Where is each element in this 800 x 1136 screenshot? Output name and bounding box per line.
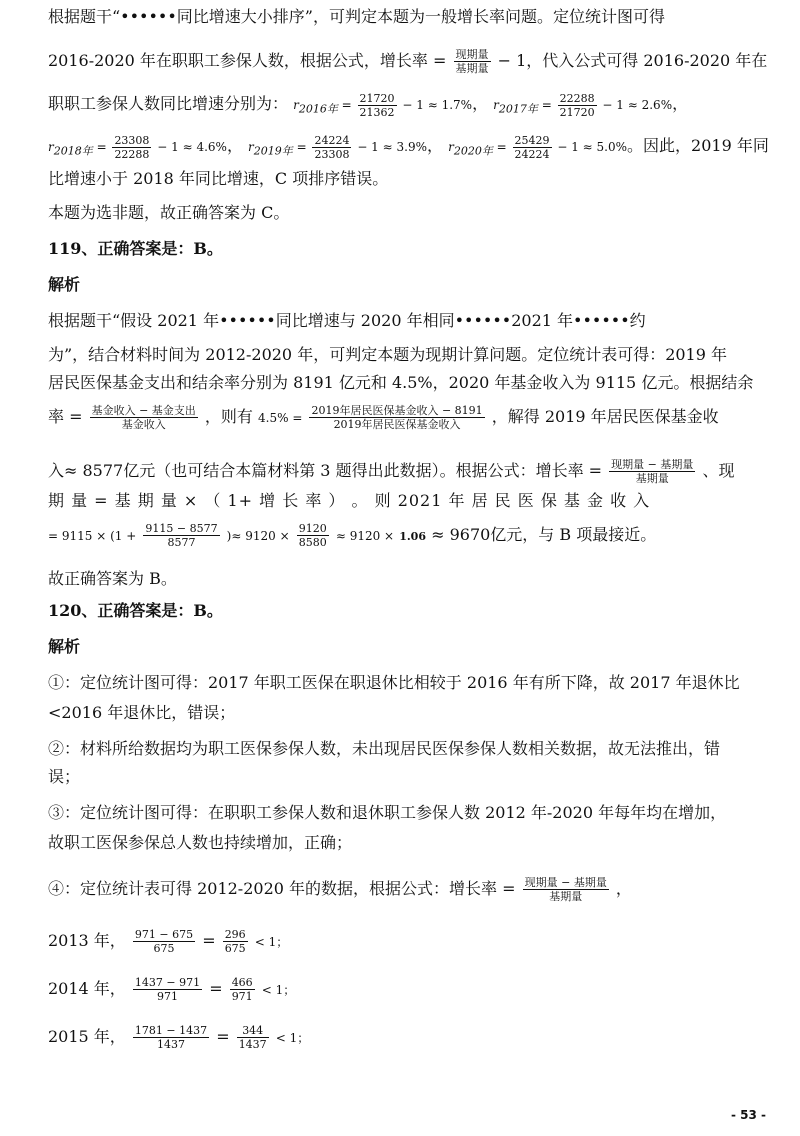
text: 4.5% = — [258, 411, 303, 425]
text-line — [48, 522, 764, 549]
text-line — [48, 568, 764, 590]
text-line — [48, 832, 764, 854]
text: 入≈ 8577亿元（也可结合本篇材料第 3 题得出此数据）。根据公式：增长率 — [48, 461, 584, 480]
text: 2015 年， — [48, 1027, 126, 1046]
text-line: 职职工参保人数同比增速分别为： $r_{2016年}$ = $\frac{21720}{21362}$ − 1 ≈ 1.7%， $r_{2017年}$ = $\frac{22288}{21720}$ − 1 ≈ 2.6%， — [48, 92, 689, 119]
text: ，则有 — [204, 407, 253, 426]
calc-line-2013: 2013 年， $\frac{971 - 675}{675}$ = $\frac{296}{675}$ < 1； — [48, 928, 289, 955]
text-line: 入≈ 8577亿元（也可结合本篇材料第 3 题得出此数据）。根据公式：增长率 = $\frac{\text{现期量 − 基期量}}{\text{基期量}}$ 、现 — [48, 458, 735, 485]
formula-2016: $r_{2016年}$ = $\frac{21720}{21362}$ − 1 ≈ 1.7% — [293, 92, 473, 119]
text-line — [48, 672, 764, 694]
fraction: $\frac{1781 - 1437}{1437}$ — [134, 1024, 208, 1051]
text-line — [48, 802, 764, 824]
fraction: $\frac{\text{现期量 − 基期量}}{\text{基期量}}$ — [611, 458, 694, 485]
fraction: $\frac{344}{1437}$ — [238, 1024, 267, 1051]
text: 1.06 — [399, 530, 426, 543]
calc-line-2015: 2015 年， $\frac{1781 - 1437}{1437}$ = $\frac{344}{1437}$ < 1； — [48, 1024, 310, 1051]
text: < 1； — [261, 983, 296, 997]
text: 根据题干“假设 2021 年••••••同比增速与 2020 年相同••••••2021 年••••••约 — [48, 311, 646, 330]
text: <2016 年退休比，错误； — [48, 703, 236, 722]
fraction: $\frac{\text{现期量 − 基期量}}{\text{基期量}}$ — [524, 876, 607, 903]
text: 为”，结合材料时间为 2012-2020 年，可判定本题为现期计算问题。定位统计表可得：2019 年 — [48, 345, 728, 364]
fraction: $\frac{971 - 675}{675}$ — [134, 928, 194, 955]
text-line — [48, 6, 764, 28]
text: 、现 — [702, 461, 735, 480]
text: 2014 年， — [48, 979, 126, 998]
text-line — [48, 702, 764, 724]
text: ， — [615, 879, 632, 898]
calc-line-2014: 2014 年， $\frac{1437 - 971}{971}$ = $\frac{466}{971}$ < 1； — [48, 976, 296, 1003]
fraction: $\frac{9115 - 8577}{8577}$ — [145, 522, 218, 549]
text: 根据题干“••••••同比增速大小排序”，可判定本题为一般增长率问题。定位统计图可得 — [48, 7, 665, 26]
analysis-heading: 解析 — [48, 275, 81, 294]
text: ≈ 9120 × — [335, 529, 395, 543]
text: 2013 年， — [48, 931, 126, 950]
fraction: $\frac{296}{675}$ — [224, 928, 246, 955]
text: ≈ 9670亿元，与 B 项最接近。 — [431, 525, 657, 544]
text-line — [48, 344, 764, 366]
text-line — [48, 310, 764, 332]
text: 。因此，2019 年同 — [627, 136, 769, 155]
text: < 1； — [254, 935, 289, 949]
text: 期 量 = 基 期 量 × （ 1+ 增 长 率 ） 。 则 2021 年 居 民 医 保 基 金 收 入 — [48, 491, 651, 510]
text: 居民医保基金支出和结余率分别为 8191 亿元和 4.5%，2020 年基金收入为 9115 亿元。根据结余 — [48, 373, 754, 392]
text: 故职工医保参保总人数也持续增加，正确； — [48, 833, 353, 852]
fraction: $\frac{1437 - 971}{971}$ — [134, 976, 201, 1003]
text: < 1； — [275, 1031, 310, 1045]
text: 故正确答案为 B。 — [48, 569, 177, 588]
text-line — [48, 766, 764, 788]
text: ④：定位统计表可得 2012-2020 年的数据，根据公式：增长率 — [48, 879, 498, 898]
formula-2020: $r_{2020年}$ = $\frac{25429}{24224}$ − 1 ≈ 5.0% — [448, 134, 628, 161]
page-number: - 53 - — [730, 1108, 766, 1122]
analysis-heading: 解析 — [48, 637, 81, 656]
text: = 9115 × (1 + — [48, 529, 137, 543]
fraction: $\frac{\text{现期量}}{\text{基期量}}$ — [455, 48, 489, 75]
text: 本题为选非题，故正确答案为 C。 — [48, 203, 290, 222]
fraction: $\frac{\text{2019年居民医保基金收入 − 8191}}{\text{2019年居民医保基金收入}}$ — [311, 404, 483, 431]
text-line — [48, 372, 764, 394]
text-line: $r_{2018年}$ = $\frac{23308}{22288}$ − 1 ≈ 4.6%， $r_{2019年}$ = $\frac{24224}{23308}$ − 1 ≈ 3.9%， $r_{2020年}$ = $\frac{25429}{24224}$ − 1 ≈ 5.0%。因此，2019 年同 — [48, 134, 769, 161]
formula-2019: $r_{2019年}$ = $\frac{24224}{23308}$ − 1 ≈ 3.9% — [248, 134, 427, 161]
answer-heading-120: 120、正确答案是：B。 — [48, 601, 223, 620]
answer-heading-119: 119、正确答案是：B。 — [48, 239, 223, 258]
formula-2017: $r_{2017年}$ = $\frac{22288}{21720}$ − 1 ≈ 2.6% — [493, 92, 673, 119]
text-line — [48, 202, 764, 224]
text-line — [48, 168, 764, 190]
text: 2016-2020 年在职职工参保人数，根据公式，增长率 — [48, 51, 428, 70]
text-line: 率 = $\frac{\text{基金收入 − 基金支出}}{\text{基金收入}}$ ，则有 4.5% = $\frac{\text{2019年居民医保基金收入 − 8191}}{\text{2019年居民医保基金收入}}$ ，解得 2019 年居民医保基金收 — [48, 404, 719, 431]
text: ①：定位统计图可得：2017 年职工医保在职退休比相较于 2016 年有所下降，故 2017 年退休比 — [48, 673, 740, 692]
text: 比增速小于 2018 年同比增速，C 项排序错误。 — [48, 169, 389, 188]
text: ③：定位统计图可得：在职职工参保人数和退休职工参保人数 2012 年-2020 年每年均在增加， — [48, 803, 727, 822]
text: ，解得 2019 年居民医保基金收 — [491, 407, 719, 426]
text: 误； — [48, 767, 81, 786]
text: 职职工参保人数同比增速分别为： — [48, 94, 289, 113]
text-line — [48, 490, 764, 512]
text: − 1，代入公式可得 2016-2020 年在 — [497, 51, 768, 70]
text-line: 2016-2020 年在职职工参保人数，根据公式，增长率 = $\frac{\text{现期量}}{\text{基期量}}$ − 1，代入公式可得 2016-2020 年在 — [48, 48, 768, 75]
text: ②：材料所给数据均为职工医保参保人数，未出现居民医保参保人数相关数据，故无法推出，错 — [48, 739, 721, 758]
fraction: $\frac{9120}{8580}$ — [298, 522, 327, 549]
text-line: ④：定位统计表可得 2012-2020 年的数据，根据公式：增长率 = $\frac{\text{现期量 − 基期量}}{\text{基期量}}$ ， — [48, 876, 632, 903]
text-line — [48, 738, 764, 760]
text: 率 — [48, 407, 65, 426]
text: )≈ 9120 × — [226, 529, 290, 543]
formula-2018: $r_{2018年}$ = $\frac{23308}{22288}$ − 1 ≈ 4.6% — [48, 134, 227, 161]
fraction: $\frac{466}{971}$ — [231, 976, 253, 1003]
fraction: $\frac{\text{基金收入 − 基金支出}}{\text{基金收入}}$ — [91, 404, 196, 431]
